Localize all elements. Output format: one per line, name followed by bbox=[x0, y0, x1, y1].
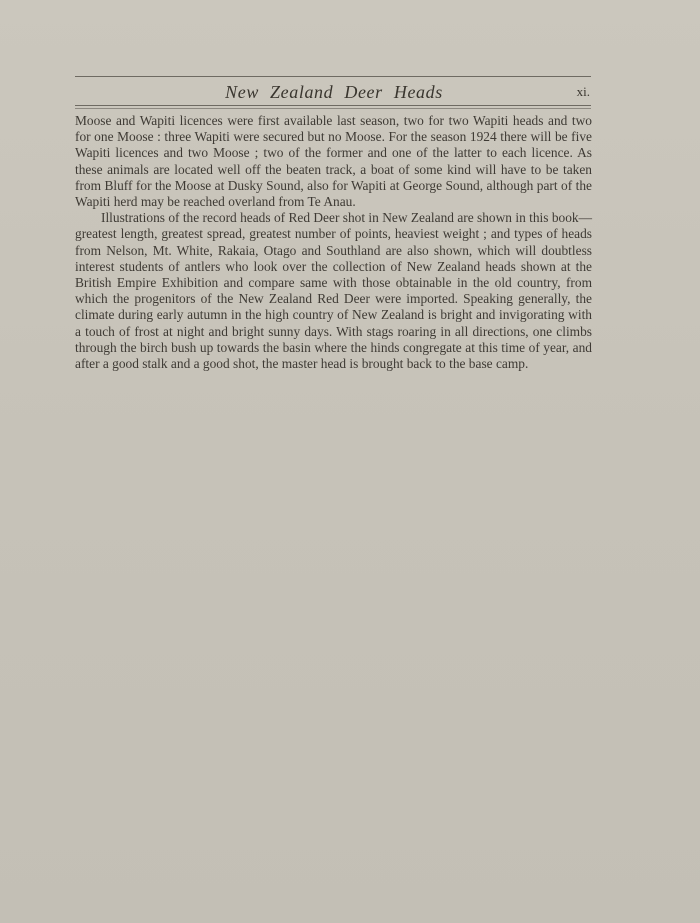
header-bottom-rule bbox=[75, 105, 591, 106]
page-number: xi. bbox=[576, 84, 590, 99]
header-bottom-rule-double bbox=[75, 108, 591, 109]
paragraph-licences: Moose and Wapiti licences were first available last season, two for two Wapiti heads and two for one Moose : three Wapiti were secured but no Moose. For the season 1924 there will be five Wapiti licences and two Moose ; two of the former and one of the latter to each licence. As these animals are located well off the beaten track, a boat of some kind will have to be taken from Bluff for the Moose at Dusky Sound, also for Wapiti at George Sound, although part of the Wapiti herd may be reached overland from Te Anau. bbox=[75, 113, 592, 210]
paragraph-illustrations: Illustrations of the record heads of Red Deer shot in New Zealand are shown in this book—greatest length, greatest spread, greatest number of points, heaviest weight ; and types of heads from Nelson, Mt. White, Rakaia, Otago and Southland are also shown, which will doubtless interest students of antlers who look over the collection of New Zealand heads shown at the British Empire Exhibition and compare same with those obtainable in the old country, from which the progenitors of the New Zealand Red Deer were imported. Speaking generally, the climate during early autumn in the high country of New Zealand is bright and invigorating with a touch of frost at night and bright sunny days. With stags roaring in all directions, one climbs through the birch bush up towards the basin where the hinds congregate at this time of year, and after a good stalk and a good shot, the master head is brought back to the base camp. bbox=[75, 210, 592, 372]
header-top-rule bbox=[75, 76, 591, 77]
running-header-title: New Zealand Deer Heads bbox=[225, 82, 443, 102]
body-text bbox=[75, 113, 592, 372]
